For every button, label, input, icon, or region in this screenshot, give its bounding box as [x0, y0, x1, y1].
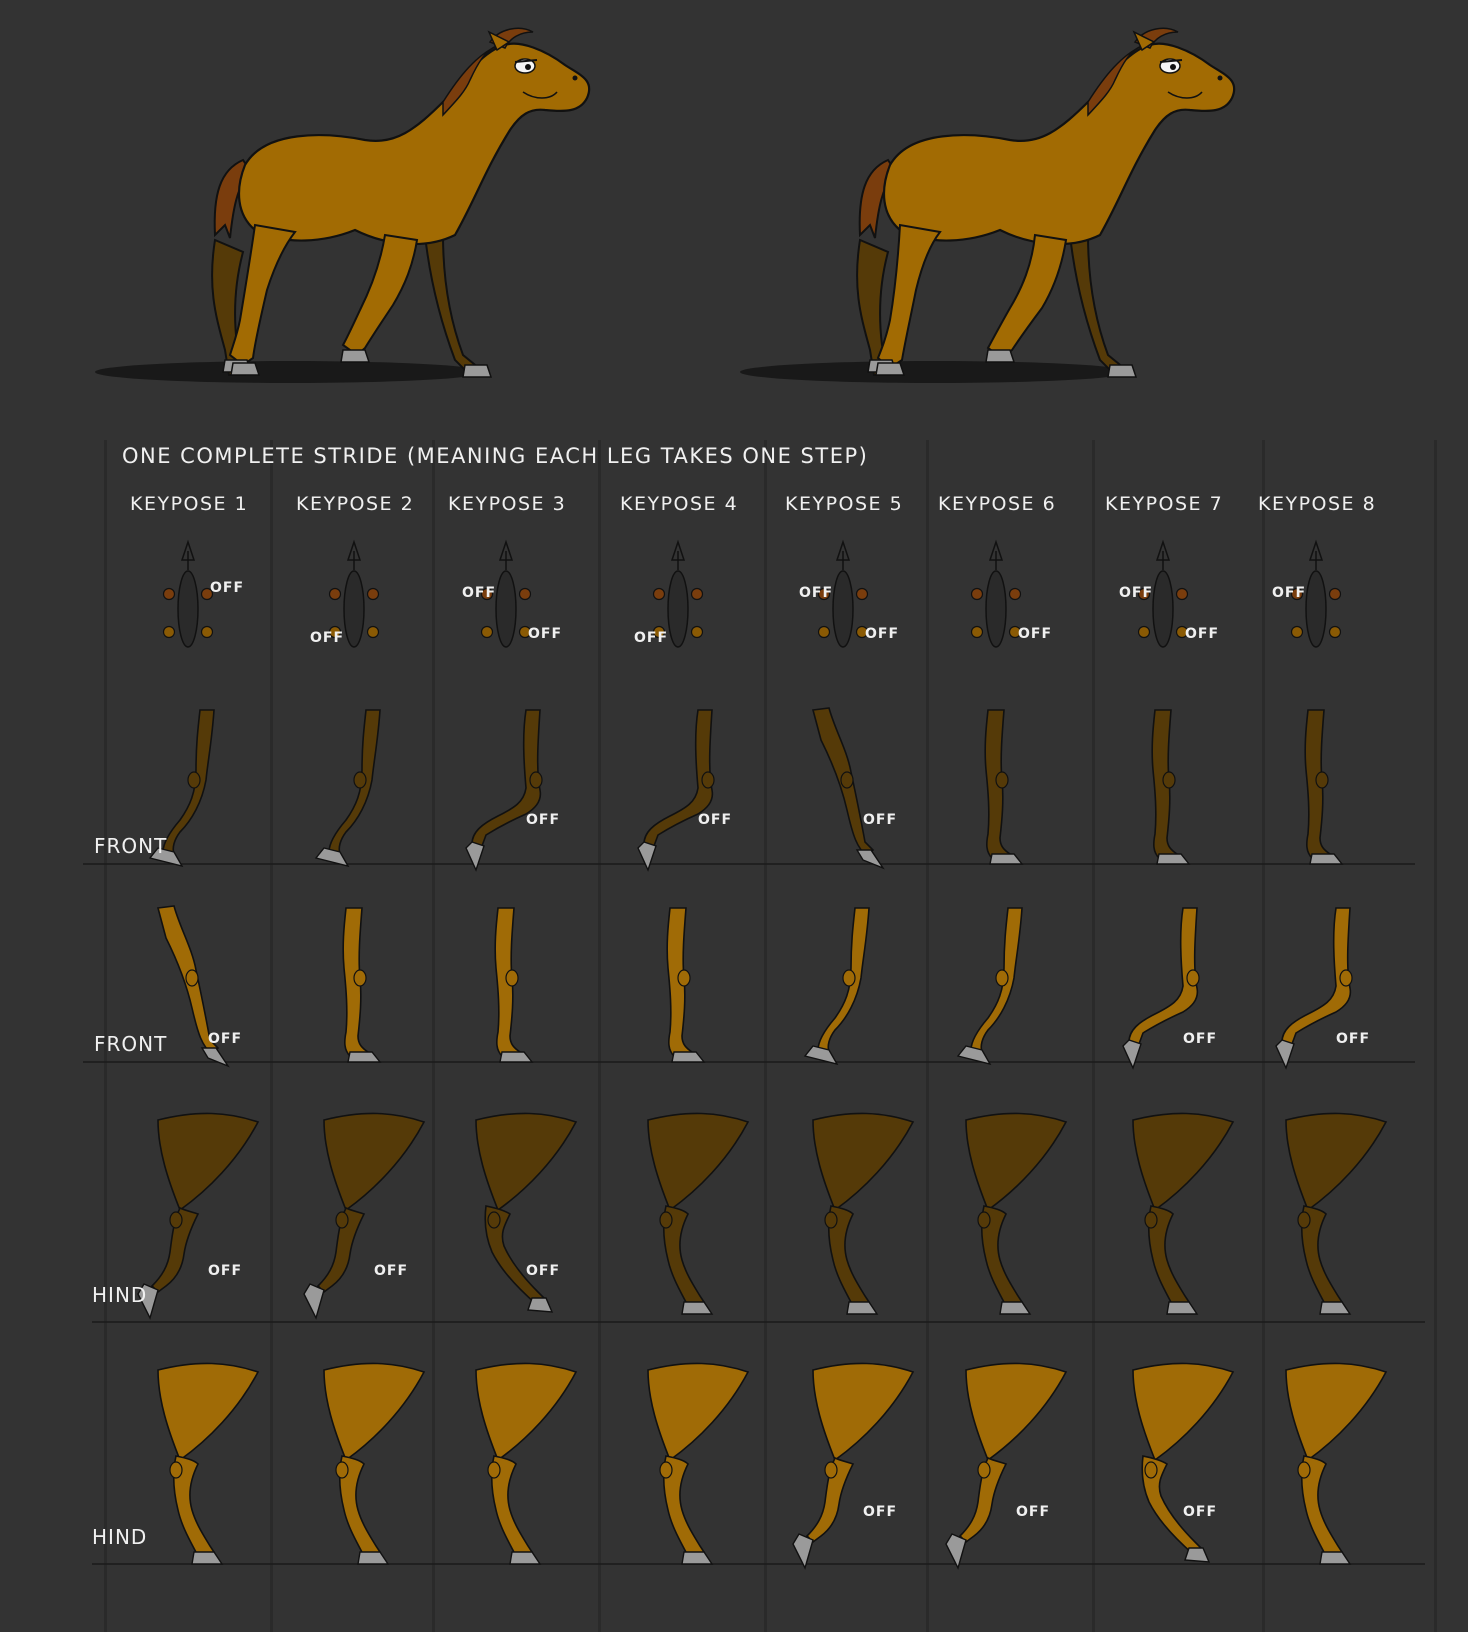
- row-label-front-light: FRONT: [94, 1032, 168, 1056]
- leg-off-label: OFF: [1336, 1031, 1371, 1047]
- footfall-off-label: OFF: [310, 630, 345, 646]
- leg-off-label: OFF: [1183, 1031, 1218, 1047]
- footfall-off-label: OFF: [865, 626, 900, 642]
- leg-off-label: OFF: [208, 1031, 243, 1047]
- row-label-hind-dark: HIND: [92, 1283, 148, 1307]
- keypose-label: KEYPOSE 2: [296, 493, 415, 515]
- leg-off-label: OFF: [1183, 1504, 1218, 1520]
- keypose-label: KEYPOSE 8: [1258, 493, 1377, 515]
- footfall-off-label: OFF: [210, 580, 245, 596]
- keypose-label: KEYPOSE 5: [785, 493, 904, 515]
- footfall-off-label: OFF: [1272, 585, 1307, 601]
- footfall-off-label: OFF: [1018, 626, 1053, 642]
- keypose-label: KEYPOSE 1: [130, 493, 249, 515]
- leg-off-label: OFF: [208, 1263, 243, 1279]
- footfall-off-label: OFF: [1185, 626, 1220, 642]
- leg-off-label: OFF: [698, 812, 733, 828]
- keypose-label: KEYPOSE 6: [938, 493, 1057, 515]
- row-label-front-dark: FRONT: [94, 834, 168, 858]
- leg-off-label: OFF: [374, 1263, 409, 1279]
- leg-off-label: OFF: [526, 812, 561, 828]
- keypose-label: KEYPOSE 4: [620, 493, 739, 515]
- footfall-off-label: OFF: [634, 630, 669, 646]
- row-label-hind-light: HIND: [92, 1525, 148, 1549]
- leg-off-label: OFF: [526, 1263, 561, 1279]
- footfall-off-label: OFF: [528, 626, 563, 642]
- leg-off-label: OFF: [863, 1504, 898, 1520]
- leg-off-label: OFF: [863, 812, 898, 828]
- footfall-off-label: OFF: [462, 585, 497, 601]
- keypose-label: KEYPOSE 3: [448, 493, 567, 515]
- footfall-off-label: OFF: [799, 585, 834, 601]
- footfall-off-label: OFF: [1119, 585, 1154, 601]
- leg-off-label: OFF: [1016, 1504, 1051, 1520]
- keypose-label: KEYPOSE 7: [1105, 493, 1224, 515]
- stride-title: ONE COMPLETE STRIDE (MEANING EACH LEG TAKES ONE STEP): [122, 444, 869, 468]
